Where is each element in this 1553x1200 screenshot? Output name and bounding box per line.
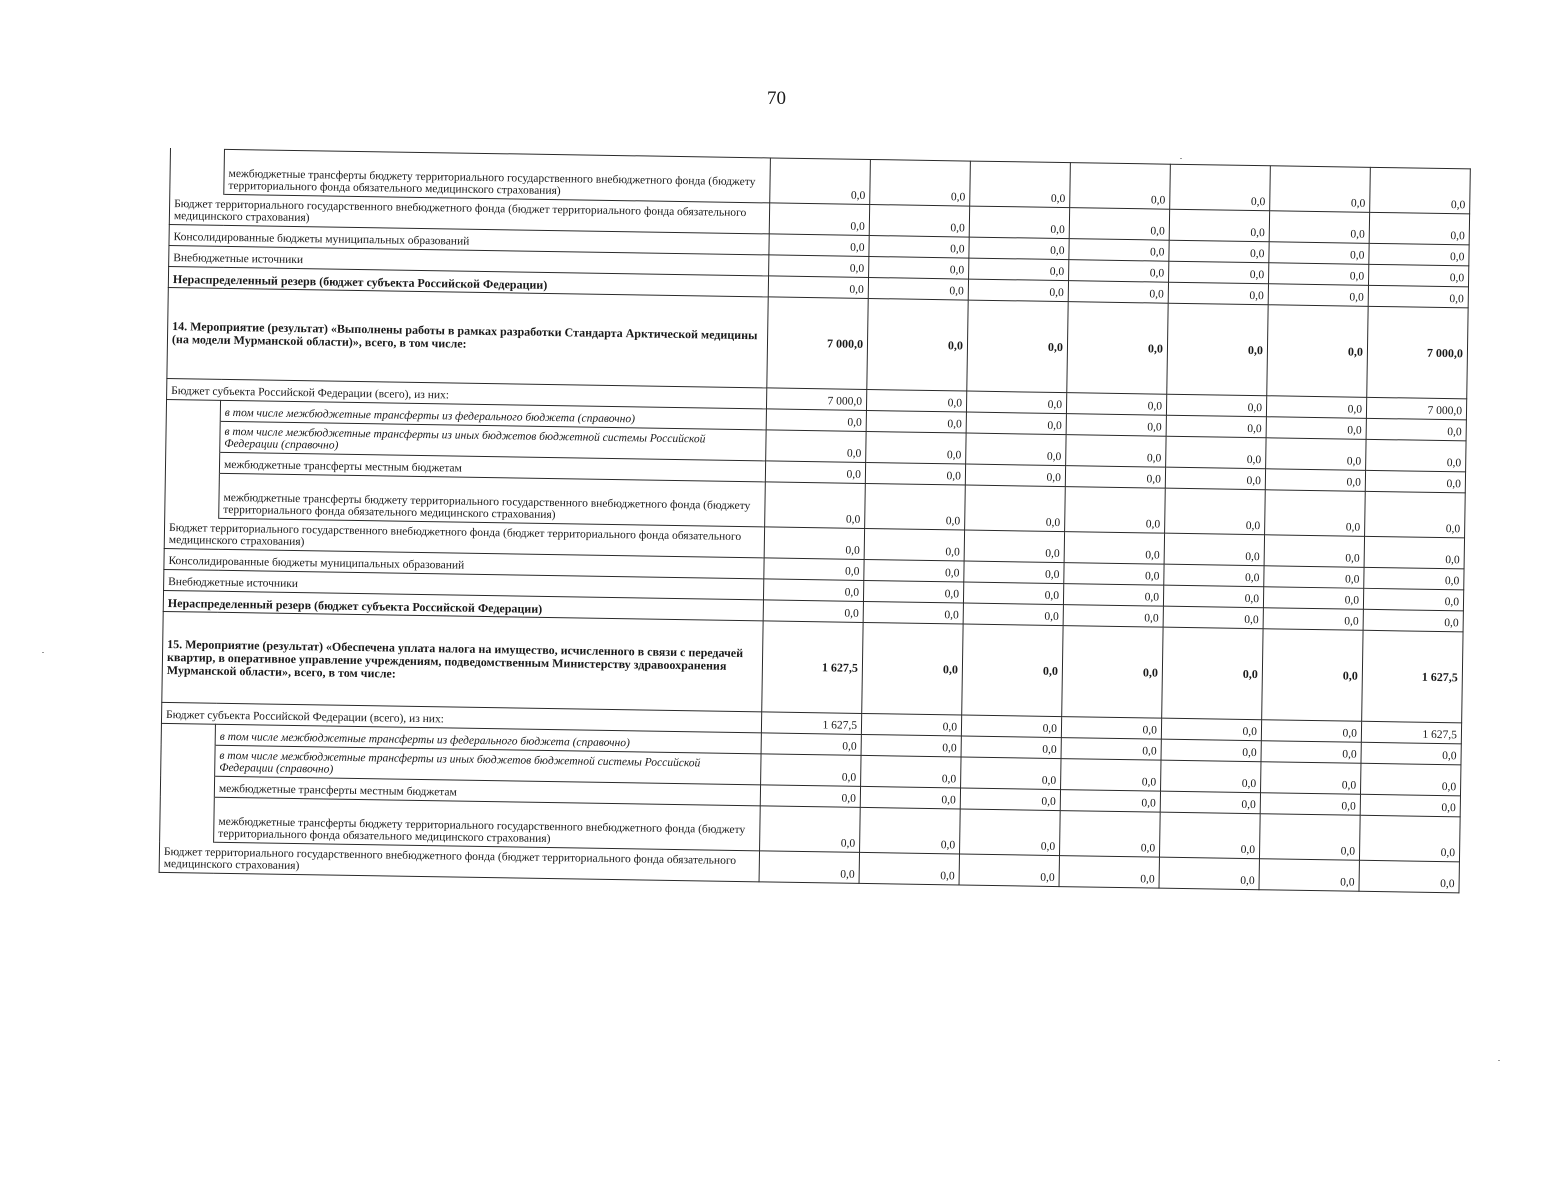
- value-cell: 0,0: [1262, 629, 1363, 722]
- value-cell: 0,0: [1270, 166, 1371, 213]
- value-cell: 0,0: [759, 851, 859, 884]
- scanned-table-wrapper: [159, 148, 1470, 893]
- value-cell: 0,0: [1159, 857, 1259, 890]
- value-cell: 0,0: [1069, 239, 1169, 262]
- value-cell: 1 627,5: [762, 621, 863, 714]
- indent-cell: [165, 472, 220, 518]
- value-cell: 0,0: [1269, 263, 1369, 286]
- value-cell: 0,0: [1261, 741, 1361, 764]
- value-cell: 0,0: [1369, 243, 1469, 266]
- value-cell: 0,0: [962, 624, 1063, 717]
- value-cell: 0,0: [1363, 609, 1463, 632]
- value-cell: 0,0: [961, 757, 1061, 790]
- value-cell: 0,0: [1368, 285, 1468, 308]
- value-cell: 0,0: [763, 579, 863, 602]
- value-cell: 0,0: [966, 391, 1066, 414]
- value-cell: 0,0: [1263, 608, 1363, 631]
- value-cell: 0,0: [1066, 414, 1166, 437]
- value-cell: 0,0: [1163, 606, 1263, 629]
- value-cell: 0,0: [1069, 260, 1169, 283]
- indent-cell: [161, 723, 215, 745]
- table-body: [159, 149, 1470, 893]
- value-cell: 0,0: [864, 528, 964, 561]
- value-cell: 0,0: [1169, 209, 1269, 242]
- row-label: Бюджет территориального государственного внебюджетного фонда (бюджет территориального фонда обязательного медицинского страхования): [169, 194, 769, 234]
- value-cell: 0,0: [968, 279, 1068, 302]
- value-cell: 0,0: [1269, 242, 1369, 265]
- value-cell: 0,0: [1061, 717, 1161, 740]
- value-cell: 0,0: [961, 736, 1061, 759]
- value-cell: 0,0: [1059, 811, 1160, 858]
- value-cell: 0,0: [865, 483, 966, 530]
- value-cell: 0,0: [1263, 587, 1363, 610]
- scan-speck: [42, 652, 44, 653]
- indent-cell: [170, 149, 225, 195]
- value-cell: 0,0: [768, 276, 868, 299]
- value-cell: 0,0: [960, 788, 1060, 811]
- value-cell: 0,0: [867, 298, 968, 391]
- row-label: межбюджетные трансферты бюджету территориального государственного внебюджетного фонда (бюджету территориального фонда обязательного медицинского страхования): [219, 473, 766, 527]
- value-cell: 0,0: [1166, 394, 1266, 417]
- value-cell: 0,0: [769, 203, 869, 236]
- value-cell: 0,0: [1064, 532, 1164, 565]
- value-cell: 0,0: [1266, 396, 1366, 419]
- value-cell: 0,0: [862, 622, 963, 715]
- value-cell: 0,0: [760, 785, 860, 808]
- value-cell: 0,0: [770, 158, 871, 205]
- value-cell: 0,0: [969, 258, 1069, 281]
- indent-cell: [165, 451, 219, 473]
- scan-speck: [1180, 158, 1182, 159]
- row-label: Внебюджетные источники: [169, 245, 769, 275]
- value-cell: 0,0: [869, 204, 969, 237]
- value-cell: 0,0: [870, 160, 971, 207]
- value-cell: 0,0: [863, 601, 963, 624]
- value-cell: 0,0: [869, 235, 969, 258]
- value-cell: 0,0: [1359, 815, 1460, 862]
- value-cell: 0,0: [1269, 211, 1369, 244]
- value-cell: 0,0: [1164, 533, 1264, 566]
- value-cell: 0,0: [1166, 436, 1266, 469]
- value-cell: 0,0: [868, 277, 968, 300]
- value-cell: 0,0: [866, 431, 966, 464]
- row-label: в том числе межбюджетные трансферты из федерального бюджета (справочно): [215, 724, 761, 754]
- value-cell: 0,0: [1070, 163, 1171, 210]
- value-cell: 0,0: [1067, 302, 1168, 395]
- value-cell: 0,0: [1159, 812, 1260, 859]
- indent-cell: [160, 796, 215, 842]
- row-label: 14. Мероприятие (результат) «Выполнены работы в рамках разработки Стандарта Арктической медицины (на модели Мурманской области)», всего, в том числе:: [167, 287, 768, 387]
- value-cell: 0,0: [764, 558, 864, 581]
- row-label: межбюджетные трансферты местным бюджетам: [219, 452, 765, 482]
- value-cell: 0,0: [1365, 470, 1465, 493]
- value-cell: 0,0: [1364, 567, 1464, 590]
- value-cell: 7 000,0: [1366, 397, 1466, 420]
- value-cell: 1 627,5: [1361, 721, 1461, 744]
- row-label: Консолидированные бюджеты муниципальных образований: [169, 224, 769, 254]
- value-cell: 0,0: [960, 809, 1061, 856]
- value-cell: 0,0: [1166, 415, 1266, 438]
- row-label: Бюджет территориального государственного внебюджетного фонда (бюджет территориального фонда обязательного медицинского страхования): [164, 517, 764, 557]
- value-cell: 0,0: [863, 580, 963, 603]
- value-cell: 0,0: [1161, 760, 1261, 793]
- value-cell: 0,0: [859, 852, 959, 885]
- value-cell: 0,0: [961, 715, 1061, 738]
- value-cell: 0,0: [1167, 303, 1268, 396]
- value-cell: 0,0: [765, 461, 865, 484]
- value-cell: 0,0: [1366, 439, 1466, 472]
- value-cell: 0,0: [1165, 488, 1266, 535]
- value-cell: 0,0: [865, 462, 965, 485]
- value-cell: 0,0: [966, 433, 1066, 466]
- value-cell: 0,0: [861, 734, 961, 757]
- value-cell: 0,0: [769, 234, 869, 257]
- value-cell: 0,0: [1266, 417, 1366, 440]
- value-cell: 0,0: [1364, 536, 1464, 569]
- row-label: Бюджет субъекта Российской Федерации (всего), из них:: [167, 378, 767, 408]
- value-cell: 0,0: [866, 389, 966, 412]
- scan-speck: [1498, 1060, 1500, 1061]
- value-cell: 0,0: [1063, 584, 1163, 607]
- value-cell: 0,0: [860, 786, 960, 809]
- value-cell: 0,0: [1161, 739, 1261, 762]
- row-label: Бюджет территориального государственного внебюджетного фонда (бюджет территориального фонда обязательного медицинского страхования): [159, 841, 759, 881]
- value-cell: 0,0: [1065, 487, 1166, 534]
- indent-cell: [166, 399, 220, 421]
- value-cell: 0,0: [965, 485, 1066, 532]
- value-cell: 7 000,0: [767, 297, 868, 390]
- value-cell: 0,0: [763, 600, 863, 623]
- row-label: 15. Мероприятие (результат) «Обеспечена уплата налога на имущество, исчисленного в связи с передачей квартир, в оперативное управление учреждениям, подведомственным Министерству здравоохранения Мурманской области», всего, в том числе:: [162, 611, 763, 711]
- value-cell: 0,0: [761, 754, 861, 787]
- value-cell: 0,0: [1165, 467, 1265, 490]
- value-cell: 0,0: [866, 410, 966, 433]
- row-label: в том числе межбюджетные трансферты из иных бюджетов бюджетной системы Российской Федерации (справочно): [215, 745, 761, 785]
- value-cell: 0,0: [1168, 282, 1268, 305]
- value-cell: 7 000,0: [1367, 306, 1468, 399]
- value-cell: 0,0: [1061, 759, 1161, 792]
- value-cell: 0,0: [1161, 718, 1261, 741]
- page-number: 70: [767, 88, 786, 109]
- value-cell: 0,0: [1169, 240, 1269, 263]
- value-cell: 0,0: [1163, 585, 1263, 608]
- value-cell: 0,0: [1160, 791, 1260, 814]
- row-label: межбюджетные трансферты местным бюджетам: [214, 776, 760, 806]
- value-cell: 1 627,5: [761, 712, 861, 735]
- value-cell: 0,0: [1259, 859, 1359, 892]
- row-label: межбюджетные трансферты бюджету территориального государственного внебюджетного фонда (бюджету территориального фонда обязательного медицинского страхования): [224, 149, 771, 203]
- value-cell: 0,0: [1063, 605, 1163, 628]
- value-cell: 0,0: [969, 237, 1069, 260]
- value-cell: 0,0: [1264, 535, 1364, 568]
- value-cell: 1 627,5: [1362, 630, 1463, 723]
- row-label: в том числе межбюджетные трансферты из федерального бюджета (справочно): [220, 400, 766, 430]
- value-cell: 0,0: [1060, 790, 1160, 813]
- value-cell: 0,0: [1064, 563, 1164, 586]
- value-cell: 0,0: [966, 412, 1066, 435]
- value-cell: 0,0: [769, 255, 869, 278]
- value-cell: 0,0: [869, 256, 969, 279]
- row-label: Консолидированные бюджеты муниципальных образований: [164, 548, 764, 578]
- value-cell: 0,0: [860, 807, 961, 854]
- row-label: Бюджет субъекта Российской Федерации (всего), из них:: [161, 702, 761, 732]
- value-cell: 0,0: [861, 713, 961, 736]
- row-label: Нераспределенный резерв (бюджет субъекта Российской Федерации): [168, 266, 768, 296]
- value-cell: 0,0: [967, 300, 1068, 393]
- value-cell: 0,0: [1360, 763, 1460, 796]
- value-cell: 0,0: [1066, 393, 1166, 416]
- value-cell: 0,0: [1366, 418, 1466, 441]
- budget-table: [159, 148, 1471, 893]
- value-cell: 0,0: [761, 733, 861, 756]
- row-label: в том числе межбюджетные трансферты из иных бюджетов бюджетной системы Российской Федерации (справочно): [220, 421, 766, 461]
- value-cell: 0,0: [969, 206, 1069, 239]
- indent-cell: [166, 420, 220, 452]
- value-cell: 0,0: [1169, 261, 1269, 284]
- value-cell: 0,0: [1260, 793, 1360, 816]
- value-cell: 0,0: [1369, 212, 1469, 245]
- value-cell: 0,0: [1061, 738, 1161, 761]
- value-cell: 0,0: [1359, 860, 1459, 893]
- value-cell: 0,0: [963, 603, 1063, 626]
- indent-cell: [160, 775, 214, 797]
- value-cell: 0,0: [1062, 626, 1163, 719]
- value-cell: 0,0: [764, 527, 864, 560]
- row-label: Нераспределенный резерв (бюджет субъекта Российской Федерации): [163, 590, 763, 620]
- value-cell: 0,0: [766, 409, 866, 432]
- value-cell: 0,0: [1365, 491, 1466, 538]
- value-cell: 0,0: [1264, 566, 1364, 589]
- value-cell: 0,0: [965, 464, 1065, 487]
- value-cell: 0,0: [963, 582, 1063, 605]
- value-cell: 0,0: [861, 755, 961, 788]
- value-cell: 0,0: [760, 806, 861, 853]
- value-cell: 0,0: [1259, 814, 1360, 861]
- row-label: межбюджетные трансферты бюджету территориального государственного внебюджетного фонда (бюджету территориального фонда обязательного медицинского страхования): [214, 797, 761, 851]
- value-cell: 0,0: [1268, 284, 1368, 307]
- value-cell: 0,0: [1066, 435, 1166, 468]
- value-cell: 7 000,0: [766, 388, 866, 411]
- value-cell: 0,0: [1360, 794, 1460, 817]
- value-cell: 0,0: [1065, 466, 1165, 489]
- row-label: Внебюджетные источники: [164, 569, 764, 599]
- value-cell: 0,0: [1363, 588, 1463, 611]
- value-cell: 0,0: [765, 482, 866, 529]
- value-cell: 0,0: [1267, 305, 1368, 398]
- value-cell: 0,0: [1266, 438, 1366, 471]
- value-cell: 0,0: [959, 854, 1059, 887]
- value-cell: 0,0: [970, 161, 1071, 208]
- value-cell: 0,0: [1265, 490, 1366, 537]
- value-cell: 0,0: [964, 530, 1064, 563]
- value-cell: 0,0: [1170, 164, 1271, 211]
- value-cell: 0,0: [1068, 281, 1168, 304]
- value-cell: 0,0: [766, 430, 866, 463]
- value-cell: 0,0: [864, 559, 964, 582]
- value-cell: 0,0: [1265, 469, 1365, 492]
- indent-cell: [161, 744, 215, 776]
- value-cell: 0,0: [1069, 208, 1169, 241]
- value-cell: 0,0: [1261, 720, 1361, 743]
- value-cell: 0,0: [1368, 264, 1468, 287]
- value-cell: 0,0: [1361, 742, 1461, 765]
- value-cell: 0,0: [964, 561, 1064, 584]
- value-cell: 0,0: [1059, 856, 1159, 889]
- value-cell: 0,0: [1370, 167, 1471, 214]
- value-cell: 0,0: [1164, 564, 1264, 587]
- value-cell: 0,0: [1162, 627, 1263, 720]
- value-cell: 0,0: [1261, 762, 1361, 795]
